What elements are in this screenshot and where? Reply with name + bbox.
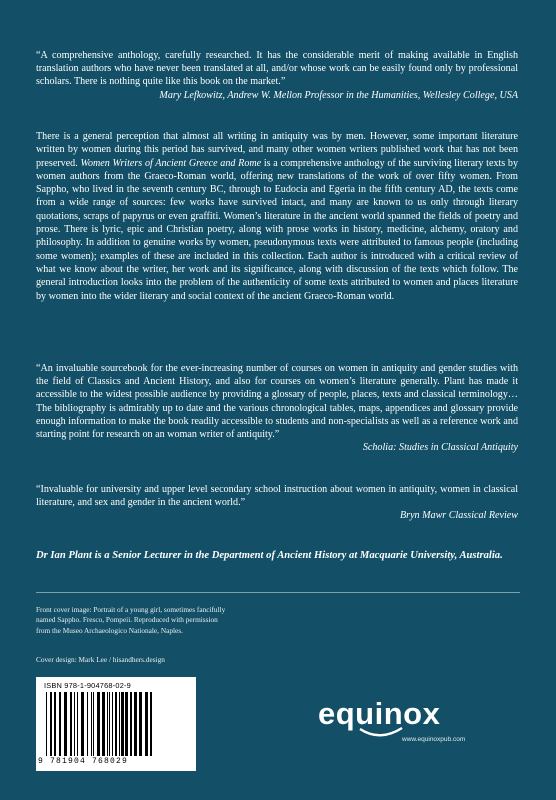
isbn-barcode	[36, 677, 196, 771]
quote-text: “Invaluable for university and upper level secondary school instruction about women in antiquity, women in classical literature, and sex and gender in the ancient world.”	[36, 484, 518, 509]
quote-attribution: Bryn Mawr Classical Review	[399, 510, 518, 522]
credit-line: named Sappho. Fresco, Pompeii. Reproduced with permission	[36, 615, 218, 625]
credit-line: Front cover image: Portrait of a young girl, sometimes fancifully	[36, 605, 226, 614]
barcode-icon	[44, 692, 188, 758]
divider	[36, 592, 520, 593]
review-quote-lefkowitz	[36, 49, 518, 102]
quote-text: “An invaluable sourcebook for the ever-increasing number of courses on women in antiquity and gender studies with the field of Classics and Ancient History, and also for courses on women’s literature generally. Plant has made it accessible to the widest possible audience by providing a glossary of people, places, texts and classical terminology… The bibliography is admirably up to date and the various chronological tables, maps, appendices and glossary provide enough information to make the book readily accessible to students and non-specialists as well as a reference work and starting point for research on an woman writer of antiquity.”	[36, 363, 518, 441]
description-part-1: There is a general perception that almost all writing in antiquity was by men. However, some important literature written by women during this period has survived, and many other women writers published work that has not been preserved.	[36, 131, 518, 169]
cover-design-credit: Cover design: Mark Lee / hisandhers.design	[36, 655, 165, 664]
isbn-label: ISBN 978-1-904768-02-9	[44, 681, 131, 690]
publisher-logo	[318, 696, 504, 752]
quote-attribution: Mary Lefkowitz, Andrew W. Mellon Professor in the Humanities, Wellesley College, USA	[159, 89, 518, 101]
cover-image-credit	[36, 605, 276, 636]
book-description	[36, 130, 518, 303]
quote-text: “A comprehensive anthology, carefully researched. It has the considerable merit of making available in English translation authors who have never been translated at all, and/or whose work can be easily found only by professional scholars. There is nothing quite like this book on the market.”	[36, 50, 518, 88]
author-bio: Dr Ian Plant is a Senior Lecturer in the Department of Ancient History at Macquarie University, Australia.	[36, 550, 503, 561]
credit-line: from the Museo Archaeologico Nationale, Naples.	[36, 625, 183, 635]
logo-wordmark: equinox	[318, 696, 441, 731]
swoosh-icon	[358, 726, 404, 740]
quote-attribution: Scholia: Studies in Classical Antiquity	[362, 442, 518, 454]
publisher-url: www.equinoxpub.com	[402, 736, 466, 743]
description-part-2: is a comprehensive anthology of the surviving literary texts by women authors from the Graeco-Roman world, offering new translations of the work of over fifty women. From Sappho, who lived in the seventh century BC, through to Eudocia and Egeria in the fifth century AD, the texts come from a wide range of sources: few works have survived intact, and many are known to us only through literary quotations, scraps of papyrus or even graffiti. Women’s literature in the ancient world spanned the fields of poetry and prose. There is lyric, epic and Christian poetry, along with prose works in history, medicine, alchemy, oratory and philosophy. In addition to genuine works by women, pseudonymous texts were attributed to famous people (including some women); examples of these are included in this collection. Each author is introduced with a critical review of what we know about the writer, her work and its significance, along with discussion of the texts which follow. The general introduction looks into the problem of the authenticity of some texts attributed to women and places literature by women into the wider literary and social context of the ancient Graeco-Roman world.	[36, 157, 519, 302]
barcode-digits: 9 781904 768029	[38, 757, 129, 766]
book-title: Women Writers of Ancient Greece and Rome	[80, 157, 262, 169]
review-quote-bryn-mawr	[36, 483, 518, 523]
review-quote-scholia	[36, 362, 518, 454]
